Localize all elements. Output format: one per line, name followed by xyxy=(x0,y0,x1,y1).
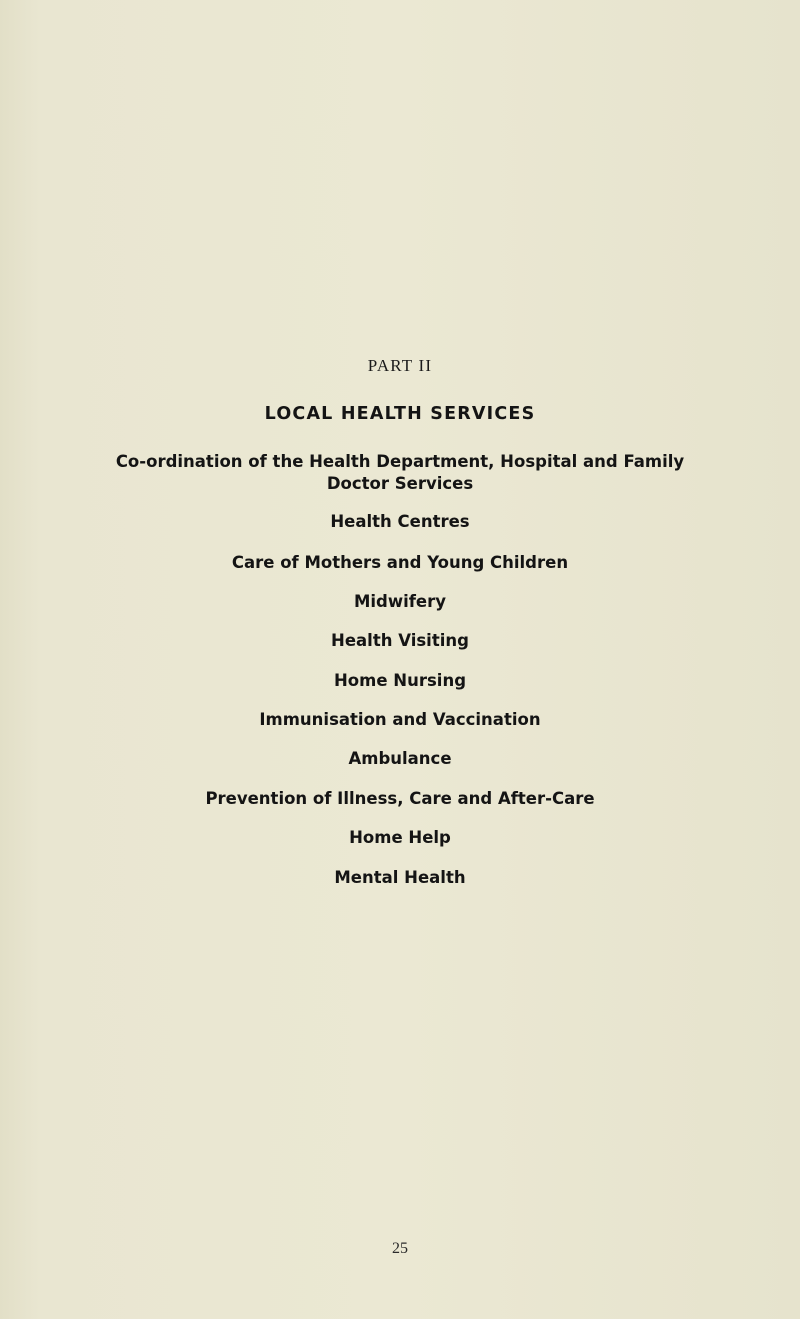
part-label: PART II xyxy=(367,356,433,375)
section-heading: LOCAL HEALTH SERVICES xyxy=(264,404,536,424)
contents-item-home-nursing: Home Nursing xyxy=(334,671,466,690)
contents-item-ambulance: Ambulance xyxy=(348,749,452,768)
contents-item-home-help: Home Help xyxy=(349,828,451,847)
contents-item-prevention: Prevention of Illness, Care and After-Care xyxy=(205,789,595,808)
contents-item-coordination-continued: Doctor Services xyxy=(326,474,474,493)
contents-item-mental-health: Mental Health xyxy=(334,868,466,887)
contents-item-care-of-mothers: Care of Mothers and Young Children xyxy=(231,553,569,572)
contents-item-health-visiting: Health Visiting xyxy=(331,631,469,650)
contents-item-coordination: Co-ordination of the Health Department, Hospital and Family xyxy=(115,452,685,471)
page-number: 25 xyxy=(392,1240,408,1257)
contents-item-midwifery: Midwifery xyxy=(353,592,447,611)
contents-item-health-centres: Health Centres xyxy=(330,512,470,531)
contents-item-immunisation: Immunisation and Vaccination xyxy=(259,710,541,729)
